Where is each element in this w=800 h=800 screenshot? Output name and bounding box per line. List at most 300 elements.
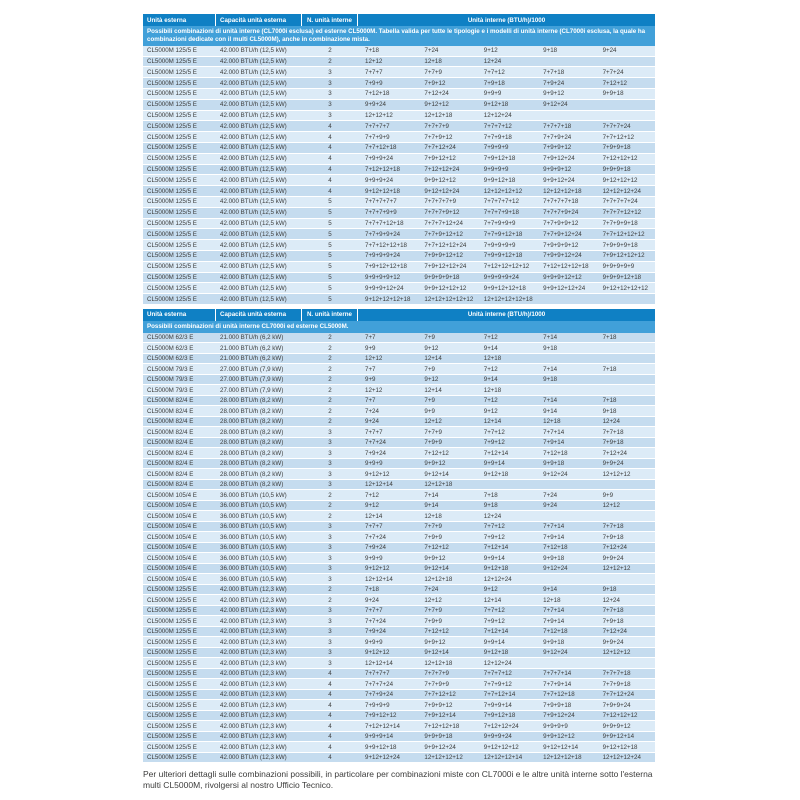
- capacity-cell: 42.000 BTU/h (12,3 kW): [220, 733, 287, 741]
- table-row: [143, 219, 655, 230]
- combo-cell: 7+7+7+18: [543, 122, 572, 130]
- combo-cell: 7+9+18: [602, 533, 624, 541]
- table-row: [143, 283, 655, 294]
- combo-cell: 7+9+9+24: [365, 155, 394, 163]
- external-unit-cell: CL5000M 62/3 E: [147, 355, 194, 363]
- combo-cell: 7+7+7+7+24: [602, 198, 638, 206]
- combo-cell: 7+7+12+18: [543, 691, 575, 699]
- indoor-units-count-cell: 5: [328, 219, 332, 227]
- table-row: [143, 165, 655, 176]
- combo-cell: 9+9+9+12+18: [602, 273, 642, 281]
- combo-cell: 12+12+24: [483, 575, 512, 583]
- combo-cell: 12+12+14: [365, 481, 393, 489]
- combo-cell: 9+9+9+9+12: [365, 273, 401, 281]
- capacity-cell: 42.000 BTU/h (12,3 kW): [220, 607, 287, 615]
- combo-cell: 9+18: [483, 502, 498, 510]
- combo-cell: 7+7: [365, 397, 376, 405]
- combo-cell: 7+18: [483, 491, 498, 499]
- indoor-units-count-cell: 2: [328, 386, 332, 394]
- capacity-cell: 36.000 BTU/h (10,5 kW): [220, 512, 287, 520]
- capacity-cell: 42.000 BTU/h (12,3 kW): [220, 659, 287, 667]
- combo-cell: 9+12+12+24: [365, 754, 400, 762]
- indoor-units-count-cell: 3: [328, 638, 332, 646]
- combo-cell: 7+9+9+12+18: [483, 252, 523, 260]
- table-row: [143, 417, 655, 428]
- combo-cell: 12+14: [365, 512, 383, 520]
- combo-cell: 7+9+18: [483, 79, 505, 87]
- table-row: [143, 427, 655, 438]
- table-combinations-cl7000i-indoor-units: [143, 309, 655, 763]
- table-row: [143, 132, 655, 143]
- indoor-units-count-cell: 3: [328, 68, 332, 76]
- external-unit-cell: CL5000M 125/5 E: [147, 638, 197, 646]
- combo-cell: 7+12+14: [483, 544, 509, 552]
- combo-cell: 12+12+12+24: [602, 754, 641, 762]
- indoor-units-count-cell: 3: [328, 101, 332, 109]
- combo-cell: 9+9+18: [543, 460, 565, 468]
- combo-cell: 7+12+24: [424, 90, 449, 98]
- combo-cell: 7+12+12+14: [365, 722, 400, 730]
- combo-cell: 12+12+12+12+18: [483, 295, 533, 303]
- combo-cell: 7+12+12: [424, 544, 449, 552]
- combo-cell: 9+9+14: [483, 638, 505, 646]
- combo-cell: 12+14: [424, 355, 442, 363]
- combo-cell: 9+9+12: [424, 554, 446, 562]
- capacity-cell: 42.000 BTU/h (12,3 kW): [220, 691, 287, 699]
- combo-cell: 7+7+9+9+9: [483, 219, 516, 227]
- combo-cell: 7+7+7+7+18: [543, 198, 579, 206]
- column-header: N. unità interne: [302, 14, 357, 26]
- combo-cell: 7+7+7+18: [602, 670, 631, 678]
- combo-cell: 12+12+12: [602, 470, 631, 478]
- combo-cell: 7+7+14: [543, 607, 565, 615]
- footer-note: Per ulteriori dettagli sulle combinazioni possibili, in particolare per combinazioni miste con CL7000i e le altre unità interne sotto l'esterna multi CL5000M, rivolgersi al nostro Ufficio Tecnico.: [143, 769, 653, 790]
- combo-cell: 7+9+9+12+24: [543, 252, 582, 260]
- external-unit-cell: CL5000M 125/5 E: [147, 295, 197, 303]
- combo-cell: 9+12+12+14: [543, 743, 579, 751]
- capacity-cell: 27.000 BTU/h (7,9 kW): [220, 386, 284, 394]
- combo-cell: 12+24: [602, 596, 620, 604]
- combo-cell: 9+14: [543, 586, 558, 594]
- indoor-units-count-cell: 2: [328, 596, 332, 604]
- external-unit-cell: CL5000M 82/4 E: [147, 428, 194, 436]
- combo-cell: 7+9+14: [543, 439, 565, 447]
- table-row: [143, 262, 655, 273]
- indoor-units-count-cell: 3: [328, 659, 332, 667]
- indoor-units-count-cell: 5: [328, 230, 332, 238]
- combo-cell: 7+9+9: [424, 617, 442, 625]
- external-unit-cell: CL5000M 82/4 E: [147, 481, 194, 489]
- table-row: [143, 375, 655, 386]
- combo-cell: 9+12+12+12+18: [365, 295, 411, 303]
- combo-cell: 7+14: [543, 365, 558, 373]
- indoor-units-count-cell: 3: [328, 481, 332, 489]
- table-combinations-generic-indoor-units: [143, 14, 655, 305]
- indoor-units-count-cell: 3: [328, 649, 332, 657]
- capacity-cell: 36.000 BTU/h (10,5 kW): [220, 554, 287, 562]
- capacity-cell: 42.000 BTU/h (12,5 kW): [220, 252, 287, 260]
- combo-cell: 12+18: [424, 512, 442, 520]
- table-row: [143, 333, 655, 344]
- combo-cell: 9+12: [424, 344, 439, 352]
- indoor-units-count-cell: 5: [328, 273, 332, 281]
- combo-cell: 9+12+14: [424, 649, 449, 657]
- capacity-cell: 42.000 BTU/h (12,5 kW): [220, 122, 287, 130]
- combo-cell: 7+12+18: [365, 90, 390, 98]
- combo-cell: 7+9+9+9: [483, 144, 509, 152]
- capacity-cell: 21.000 BTU/h (6,2 kW): [220, 334, 284, 342]
- capacity-cell: 42.000 BTU/h (12,5 kW): [220, 79, 287, 87]
- combo-cell: 7+9+12+12: [365, 712, 397, 720]
- combo-cell: 7+9: [424, 397, 435, 405]
- combo-cell: 7+7+18: [602, 607, 624, 615]
- capacity-cell: 42.000 BTU/h (12,5 kW): [220, 155, 287, 163]
- capacity-cell: 42.000 BTU/h (12,3 kW): [220, 617, 287, 625]
- external-unit-cell: CL5000M 82/4 E: [147, 418, 194, 426]
- combo-cell: 9+12+12+18: [365, 187, 400, 195]
- combo-cell: 7+12+12+18: [365, 165, 400, 173]
- combo-cell: 7+9+9+18: [602, 144, 631, 152]
- combo-cell: 7+7+7+12+18: [365, 219, 404, 227]
- column-header: N. unità interne: [302, 309, 357, 321]
- combo-cell: 9+12+14: [424, 565, 449, 573]
- column-header: Unità interne (BTU/h)/1000: [358, 309, 655, 321]
- table-row: [143, 186, 655, 197]
- combo-cell: 7+7+9: [424, 68, 442, 76]
- combo-cell: 7+9+12+24: [543, 712, 575, 720]
- external-unit-cell: CL5000M 125/5 E: [147, 165, 197, 173]
- combo-cell: 7+7+7: [365, 428, 383, 436]
- combo-cell: 7+7+9+9+24: [365, 230, 401, 238]
- combo-cell: 12+12+12+24: [602, 187, 641, 195]
- table-row: [143, 448, 655, 459]
- combo-cell: 7+7+7+9+18: [483, 209, 519, 217]
- indoor-units-count-cell: 2: [328, 397, 332, 405]
- combo-cell: 9+9+12: [424, 460, 446, 468]
- combo-cell: 7+9+18: [602, 439, 624, 447]
- combo-cell: 9+12+24: [543, 649, 568, 657]
- combo-cell: 7+9+9+12+12: [424, 252, 463, 260]
- table-row: [143, 595, 655, 606]
- combo-cell: 9+12: [483, 407, 498, 415]
- combo-cell: 7+12+12+18: [424, 722, 460, 730]
- capacity-cell: 36.000 BTU/h (10,5 kW): [220, 523, 287, 531]
- capacity-cell: 42.000 BTU/h (12,5 kW): [220, 47, 287, 55]
- indoor-units-count-cell: 4: [328, 680, 332, 688]
- combo-cell: 9+9+18: [543, 554, 565, 562]
- table-row: [143, 564, 655, 575]
- combo-cell: 12+14: [483, 418, 502, 426]
- capacity-cell: 42.000 BTU/h (12,3 kW): [220, 638, 287, 646]
- table-row: [143, 385, 655, 396]
- combo-cell: 7+7+9+14: [543, 680, 572, 688]
- combo-cell: 7+9+14: [543, 533, 565, 541]
- combo-cell: 7+7: [365, 365, 376, 373]
- combo-cell: 7+9+12+24: [543, 155, 575, 163]
- capacity-cell: 42.000 BTU/h (12,5 kW): [220, 187, 287, 195]
- combo-cell: 7+18: [602, 365, 617, 373]
- external-unit-cell: CL5000M 125/5 E: [147, 586, 197, 594]
- combo-cell: 7+7+9: [424, 523, 442, 531]
- combo-cell: 9+9: [602, 491, 614, 499]
- combo-cell: 7+7+24: [365, 533, 386, 541]
- external-unit-cell: CL5000M 105/4 E: [147, 544, 197, 552]
- combo-cell: 9+9+12+12+18: [483, 284, 526, 292]
- combo-cell: 7+7+7+9+12: [424, 209, 460, 217]
- indoor-units-count-cell: 4: [328, 670, 332, 678]
- external-unit-cell: CL5000M 125/5 E: [147, 659, 197, 667]
- indoor-units-count-cell: 3: [328, 565, 332, 573]
- indoor-units-count-cell: 5: [328, 198, 332, 206]
- external-unit-cell: CL5000M 125/5 E: [147, 263, 197, 271]
- combo-cell: 9+18: [602, 586, 617, 594]
- table-row: [143, 57, 655, 68]
- capacity-cell: 42.000 BTU/h (12,3 kW): [220, 628, 287, 636]
- combo-cell: 9+9+24: [365, 101, 386, 109]
- combo-cell: 9+12: [365, 502, 379, 510]
- table-row: [143, 543, 655, 554]
- combo-cell: 12+12+12+18: [543, 187, 582, 195]
- combo-cell: 7+7+7+9: [424, 122, 449, 130]
- combo-cell: 12+12+12+12: [483, 187, 523, 195]
- indoor-units-count-cell: 3: [328, 460, 332, 468]
- external-unit-cell: CL5000M 125/5 E: [147, 58, 197, 65]
- combo-cell: 7+12: [483, 365, 498, 373]
- combo-cell: 9+9+9+12: [543, 165, 572, 173]
- capacity-cell: 42.000 BTU/h (12,5 kW): [220, 68, 287, 76]
- external-unit-cell: CL5000M 125/5 E: [147, 712, 197, 720]
- combo-cell: 12+12+12+14: [483, 754, 523, 762]
- combo-cell: 9+12: [483, 47, 498, 55]
- indoor-units-count-cell: 5: [328, 295, 332, 303]
- combo-cell: 9+9: [424, 407, 435, 415]
- capacity-cell: 28.000 BTU/h (8,2 kW): [220, 481, 284, 489]
- combo-cell: 12+12+24: [483, 111, 512, 119]
- table-row: [143, 438, 655, 449]
- combo-cell: 7+7+7+7: [365, 670, 390, 678]
- combo-cell: 7+7+12+12+18: [365, 241, 407, 249]
- combo-cell: 7+9+12+14: [424, 712, 456, 720]
- capacity-cell: 36.000 BTU/h (10,5 kW): [220, 533, 287, 541]
- combo-cell: 9+9+9+9: [543, 722, 568, 730]
- combo-cell: 9+9+9: [365, 638, 383, 646]
- external-unit-cell: CL5000M 125/5 E: [147, 743, 197, 751]
- combo-cell: 12+18: [424, 58, 442, 65]
- combo-cell: 7+7+7+14: [543, 670, 572, 678]
- combo-cell: 9+18: [602, 407, 617, 415]
- combo-cell: 12+12+12+18: [543, 754, 582, 762]
- combo-cell: 12+18: [543, 596, 561, 604]
- combo-cell: 7+7+12+14: [483, 691, 516, 699]
- combo-cell: 9+12+18: [483, 565, 509, 573]
- capacity-cell: 36.000 BTU/h (10,5 kW): [220, 575, 287, 583]
- indoor-units-count-cell: 3: [328, 439, 332, 447]
- combo-cell: 7+9+9+12: [424, 701, 453, 709]
- combo-cell: 9+9+14: [483, 460, 505, 468]
- table-row: [143, 154, 655, 165]
- combo-cell: 9+9+12: [424, 638, 446, 646]
- capacity-cell: 28.000 BTU/h (8,2 kW): [220, 439, 284, 447]
- external-unit-cell: CL5000M 125/5 E: [147, 649, 197, 657]
- external-unit-cell: CL5000M 82/4 E: [147, 397, 194, 405]
- column-header: Unità interne (BTU/h)/1000: [358, 14, 655, 26]
- combo-cell: 7+7+12: [483, 428, 505, 436]
- combo-cell: 7+7+9+18: [602, 680, 631, 688]
- combo-cell: 9+12+24: [543, 470, 568, 478]
- table-row: [143, 606, 655, 617]
- combo-cell: 12+24: [483, 512, 502, 520]
- combo-cell: 9+9+9+9+9: [602, 263, 635, 271]
- combo-cell: 9+9+12+12: [424, 176, 456, 184]
- combo-cell: 7+12+12+12: [602, 155, 638, 163]
- external-unit-cell: CL5000M 79/3 E: [147, 365, 194, 373]
- indoor-units-count-cell: 3: [328, 544, 332, 552]
- combo-cell: 7+12+24: [602, 544, 627, 552]
- combo-cell: 7+7+12+12+24: [424, 241, 467, 249]
- external-unit-cell: CL5000M 125/5 E: [147, 670, 197, 678]
- capacity-cell: 42.000 BTU/h (12,5 kW): [220, 133, 287, 141]
- combo-cell: 7+9+12+12+12: [602, 252, 645, 260]
- external-unit-cell: CL5000M 125/5 E: [147, 607, 197, 615]
- table-row: [143, 197, 655, 208]
- capacity-cell: 42.000 BTU/h (12,5 kW): [220, 209, 287, 217]
- external-unit-cell: CL5000M 125/5 E: [147, 176, 197, 184]
- indoor-units-count-cell: 4: [328, 712, 332, 720]
- table-row: [143, 459, 655, 470]
- combo-cell: 7+7+7: [365, 607, 383, 615]
- combo-cell: 9+9+12+24: [543, 176, 575, 184]
- indoor-units-count-cell: 3: [328, 628, 332, 636]
- indoor-units-count-cell: 2: [328, 47, 332, 55]
- combo-cell: 9+9: [365, 344, 376, 352]
- combo-cell: 7+9+12: [483, 533, 505, 541]
- capacity-cell: 42.000 BTU/h (12,5 kW): [220, 90, 287, 98]
- combo-cell: 9+12+14: [424, 470, 449, 478]
- capacity-cell: 42.000 BTU/h (12,3 kW): [220, 586, 287, 594]
- indoor-units-count-cell: 2: [328, 376, 332, 384]
- external-unit-cell: CL5000M 125/5 E: [147, 722, 197, 730]
- external-unit-cell: CL5000M 125/5 E: [147, 754, 197, 762]
- combo-cell: 7+14: [543, 334, 558, 342]
- combo-cell: 9+9+9+9: [483, 165, 509, 173]
- combo-cell: 7+7+7+7: [365, 122, 390, 130]
- combo-cell: 9+12+12+24: [424, 187, 460, 195]
- combo-cell: 7+7+7+24: [365, 680, 394, 688]
- external-unit-cell: CL5000M 125/5 E: [147, 596, 197, 604]
- indoor-units-count-cell: 3: [328, 90, 332, 98]
- combo-cell: 9+9+9+14: [365, 733, 394, 741]
- combo-cell: 7+18: [365, 47, 379, 55]
- combo-cell: 7+18: [365, 586, 379, 594]
- combo-cell: 7+9+9+9+24: [365, 252, 401, 260]
- combo-cell: 9+14: [483, 344, 498, 352]
- capacity-cell: 36.000 BTU/h (10,5 kW): [220, 544, 287, 552]
- combo-cell: 7+12+14: [483, 449, 509, 457]
- combo-cell: 7+9+12+18: [483, 155, 516, 163]
- table-row: [143, 78, 655, 89]
- combo-cell: 7+7+9+9+18: [602, 219, 638, 227]
- external-unit-cell: CL5000M 125/5 E: [147, 68, 197, 76]
- combo-cell: 9+24: [602, 47, 617, 55]
- table-row: [143, 100, 655, 111]
- combo-cell: 7+7+9: [424, 607, 442, 615]
- external-unit-cell: CL5000M 125/5 E: [147, 680, 197, 688]
- indoor-units-count-cell: 5: [328, 263, 332, 271]
- indoor-units-count-cell: 4: [328, 733, 332, 741]
- capacity-cell: 42.000 BTU/h (12,3 kW): [220, 701, 287, 709]
- combo-cell: 7+18: [602, 397, 617, 405]
- table-row: [143, 553, 655, 564]
- indoor-units-count-cell: 2: [328, 344, 332, 352]
- combo-cell: 7+7+12: [483, 68, 505, 76]
- table-row: [143, 679, 655, 690]
- combo-cell: 9+9+14: [483, 554, 505, 562]
- table-row: [143, 585, 655, 596]
- table-row: [143, 343, 655, 354]
- combo-cell: 12+12: [365, 386, 383, 394]
- capacity-cell: 28.000 BTU/h (8,2 kW): [220, 460, 284, 468]
- table-row: [143, 753, 655, 764]
- external-unit-cell: CL5000M 105/4 E: [147, 491, 197, 499]
- combo-cell: 7+9+12: [424, 79, 446, 87]
- combo-cell: 9+9+9: [483, 90, 502, 98]
- combo-cell: 12+12+12: [365, 111, 393, 119]
- combo-cell: 7+7+9+24: [543, 133, 572, 141]
- external-unit-cell: CL5000M 79/3 E: [147, 386, 194, 394]
- external-unit-cell: CL5000M 105/4 E: [147, 565, 197, 573]
- capacity-cell: 42.000 BTU/h (12,5 kW): [220, 101, 287, 109]
- combo-cell: 7+12+18: [543, 628, 568, 636]
- combo-cell: 7+9+24: [365, 449, 386, 457]
- external-unit-cell: CL5000M 105/4 E: [147, 502, 197, 510]
- capacity-cell: 28.000 BTU/h (8,2 kW): [220, 418, 284, 426]
- combo-cell: 7+7+24: [365, 439, 386, 447]
- table-row: [143, 721, 655, 732]
- combo-cell: 7+12+18: [543, 449, 568, 457]
- capacity-cell: 42.000 BTU/h (12,3 kW): [220, 754, 287, 762]
- combo-cell: 12+12+14: [365, 659, 393, 667]
- capacity-cell: 42.000 BTU/h (12,5 kW): [220, 263, 287, 271]
- combo-cell: 7+9+9+12: [543, 144, 572, 152]
- external-unit-cell: CL5000M 62/3 E: [147, 344, 194, 352]
- combo-cell: 9+9+9+18: [602, 165, 631, 173]
- combo-cell: 7+9+18: [602, 617, 624, 625]
- combo-cell: 7+12+24: [602, 628, 627, 636]
- capacity-cell: 42.000 BTU/h (12,5 kW): [220, 241, 287, 249]
- combo-cell: 7+9+9+18: [543, 701, 572, 709]
- combo-cell: 7+7+9+24: [365, 691, 394, 699]
- combo-cell: 7+24: [365, 407, 379, 415]
- combo-cell: 9+9+24: [602, 554, 624, 562]
- capacity-cell: 42.000 BTU/h (12,5 kW): [220, 198, 287, 206]
- combo-cell: 7+14: [543, 397, 558, 405]
- combo-cell: 7+9+9: [424, 439, 442, 447]
- capacity-cell: 27.000 BTU/h (7,9 kW): [220, 376, 284, 384]
- table-row: [143, 111, 655, 122]
- external-unit-cell: CL5000M 125/5 E: [147, 187, 197, 195]
- combo-cell: 12+18: [543, 418, 561, 426]
- combo-cell: 7+7+18: [543, 68, 565, 76]
- indoor-units-count-cell: 3: [328, 523, 332, 531]
- capacity-cell: 42.000 BTU/h (12,3 kW): [220, 649, 287, 657]
- combo-cell: 12+12+18: [424, 111, 453, 119]
- combo-cell: 12+12: [424, 418, 442, 426]
- external-unit-cell: CL5000M 82/4 E: [147, 439, 194, 447]
- table-row: [143, 396, 655, 407]
- capacity-cell: 42.000 BTU/h (12,5 kW): [220, 219, 287, 227]
- combo-cell: 7+9+9+9+18: [602, 241, 638, 249]
- combo-cell: 7+7+9+18: [483, 133, 512, 141]
